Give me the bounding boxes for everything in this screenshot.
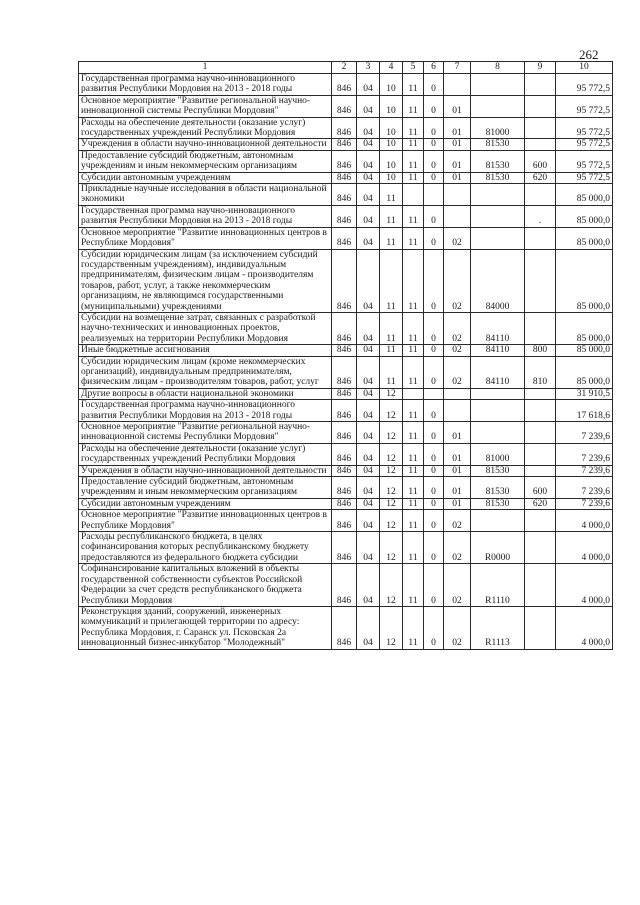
subprogram-cell: 0 [424,74,444,96]
program-cell: 11 [403,205,424,227]
expense-type-cell [525,312,556,344]
section-cell: 04 [357,95,380,117]
subsection-cell: 12 [380,477,403,499]
table-row [79,345,613,356]
subprogram-cell: 0 [424,510,444,532]
direction-cell [471,184,525,206]
program-cell: 11 [403,477,424,499]
chapter-cell: 846 [332,532,357,564]
row-name-cell: Реконструкция зданий, сооружений, инженерных коммуникаций и прилегающей территории по адресу: Республика Мордовия, г. Саранск ул. Псковская 2а инновационный бизнес-инкубатор "Молодежный" [79,606,332,649]
program-cell: 11 [403,356,424,388]
subsection-cell: 11 [380,249,403,312]
direction-cell [471,227,525,249]
row-name-cell: Предоставление субсидий бюджетным, автономным учреждениям и иным некоммерческим организациям [79,477,332,499]
column-header: 2 [332,62,357,74]
subsection-cell: 11 [380,312,403,344]
subprogram-cell: 0 [424,532,444,564]
page-number: 262 [579,47,599,62]
table-row [79,564,613,607]
chapter-cell: 846 [332,498,357,509]
row-name-cell: Субсидии автономным учреждениям [79,498,332,509]
amount-cell: 95 772,5 [556,172,613,183]
program-cell: 11 [403,139,424,150]
program-cell: 11 [403,606,424,649]
subsection-cell: 10 [380,74,403,96]
amount-cell: 4 000,0 [556,564,613,607]
chapter-cell: 846 [332,388,357,399]
section-cell: 04 [357,443,380,465]
event-cell: 01 [444,465,471,476]
direction-cell: 81530 [471,139,525,150]
row-name-cell: Учреждения в области научно-инновационной деятельности [79,139,332,150]
subprogram-cell: 0 [424,422,444,444]
subprogram-cell: 0 [424,172,444,183]
row-name-cell: Субсидии на возмещение затрат, связанных с разработкой научно-технических и инновационных проектов, реализуемых на территории Республики Мордовия [79,312,332,344]
expense-type-cell [525,564,556,607]
expense-type-cell [525,465,556,476]
program-cell [403,184,424,206]
direction-cell: 84000 [471,249,525,312]
chapter-cell: 846 [332,205,357,227]
event-cell: 01 [444,477,471,499]
direction-cell: R1110 [471,564,525,607]
table-row [79,498,613,509]
event-cell: 02 [444,227,471,249]
event-cell: 01 [444,95,471,117]
event-cell [444,388,471,399]
chapter-cell: 846 [332,139,357,150]
section-cell: 04 [357,606,380,649]
direction-cell: R1113 [471,606,525,649]
subsection-cell: 11 [380,345,403,356]
program-cell: 11 [403,312,424,344]
expense-type-cell [525,388,556,399]
program-cell: 11 [403,400,424,422]
table-row [79,443,613,465]
subsection-cell: 10 [380,95,403,117]
table-row [79,172,613,183]
chapter-cell: 846 [332,443,357,465]
row-name-cell: Субсидии автономным учреждениям [79,172,332,183]
event-cell: 02 [444,345,471,356]
section-cell: 04 [357,400,380,422]
column-header: 7 [444,62,471,74]
expense-type-cell [525,117,556,139]
direction-cell: 81530 [471,150,525,172]
column-header: 1 [79,62,332,74]
subprogram-cell: 0 [424,356,444,388]
row-name-cell: Учреждения в области научно-инновационной деятельности [79,465,332,476]
event-cell [444,74,471,96]
amount-cell: 85 000,0 [556,205,613,227]
event-cell: 02 [444,510,471,532]
column-header: 5 [403,62,424,74]
row-name-cell: Иные бюджетные ассигнования [79,345,332,356]
row-name-cell: Государственная программа научно-инновационного развития Республики Мордовия на 2013 - 2018 годы [79,205,332,227]
program-cell: 11 [403,117,424,139]
expense-type-cell [525,510,556,532]
row-name-cell: Субсидии юридическим лицам (за исключением субсидий государственным учреждениям), индивидуальным предпринимателям, физическим лицам - производителям товаров, работ, услуг, а также некоммерческим организациям, не являющимся государственными (муниципальными) учреждениями [79,249,332,312]
row-name-cell: Софинансирование капитальных вложений в объекты государственной собственности субъектов Российской Федерации за счет средств республиканского бюджета Республики Мордовия [79,564,332,607]
section-cell: 04 [357,388,380,399]
amount-cell: 31 910,5 [556,388,613,399]
expense-type-cell [525,532,556,564]
subprogram-cell: 0 [424,139,444,150]
chapter-cell: 846 [332,477,357,499]
event-cell [444,400,471,422]
section-cell: 04 [357,184,380,206]
event-cell: 01 [444,443,471,465]
table-row [79,227,613,249]
direction-cell [471,95,525,117]
amount-cell: 85 000,0 [556,184,613,206]
chapter-cell: 846 [332,400,357,422]
chapter-cell: 846 [332,227,357,249]
expense-type-cell [525,227,556,249]
expense-type-cell: 810 [525,356,556,388]
column-header: 6 [424,62,444,74]
chapter-cell: 846 [332,95,357,117]
subsection-cell: 10 [380,150,403,172]
amount-cell: 85 000,0 [556,249,613,312]
row-name-cell: Основное мероприятие "Развитие региональной научно-инновационной системы Республики Мордовия" [79,95,332,117]
section-cell: 04 [357,117,380,139]
subsection-cell: 10 [380,172,403,183]
subprogram-cell: 0 [424,564,444,607]
expense-type-cell [525,400,556,422]
program-cell: 11 [403,345,424,356]
subprogram-cell: 0 [424,95,444,117]
amount-cell: 17 618,6 [556,400,613,422]
section-cell: 04 [357,227,380,249]
row-name-cell: Государственная программа научно-инновационного развития Республики Мордовия на 2013 - 2018 годы [79,400,332,422]
event-cell: 02 [444,564,471,607]
subsection-cell: 11 [380,227,403,249]
table-row [79,74,613,96]
column-header: 8 [471,62,525,74]
table-row [79,184,613,206]
chapter-cell: 846 [332,422,357,444]
chapter-cell: 846 [332,356,357,388]
section-cell: 04 [357,150,380,172]
table-row [79,400,613,422]
expense-type-cell [525,443,556,465]
subprogram-cell: 0 [424,443,444,465]
amount-cell: 95 772,5 [556,150,613,172]
section-cell: 04 [357,172,380,183]
column-header: 10 [556,62,613,74]
row-name-cell: Основное мероприятие "Развитие инновационных центров в Республике Мордовия" [79,227,332,249]
section-cell: 04 [357,510,380,532]
direction-cell: 81000 [471,443,525,465]
expense-type-cell [525,422,556,444]
program-cell: 11 [403,465,424,476]
subsection-cell: 12 [380,564,403,607]
direction-cell [471,400,525,422]
amount-cell: 95 772,5 [556,95,613,117]
program-cell: 11 [403,172,424,183]
subprogram-cell: 0 [424,249,444,312]
subprogram-cell: 0 [424,205,444,227]
subsection-cell: 11 [380,184,403,206]
row-name-cell: Расходы республиканского бюджета, в целях софинансирования которых республиканскому бюджету предоставляются из федерального бюджета субсидии [79,532,332,564]
subsection-cell: 12 [380,400,403,422]
chapter-cell: 846 [332,564,357,607]
row-name-cell: Государственная программа научно-инновационного развития Республики Мордовия на 2013 - 2018 годы [79,74,332,96]
direction-cell [471,205,525,227]
subprogram-cell [424,388,444,399]
section-cell: 04 [357,498,380,509]
direction-cell [471,510,525,532]
chapter-cell: 846 [332,312,357,344]
section-cell: 04 [357,465,380,476]
program-cell: 11 [403,150,424,172]
event-cell: 02 [444,312,471,344]
chapter-cell: 846 [332,249,357,312]
subsection-cell: 12 [380,443,403,465]
program-cell: 11 [403,564,424,607]
direction-cell [471,388,525,399]
amount-cell: 7 239,6 [556,443,613,465]
table-header-row [79,62,613,74]
section-cell: 04 [357,532,380,564]
program-cell: 11 [403,249,424,312]
program-cell: 11 [403,95,424,117]
chapter-cell: 846 [332,606,357,649]
amount-cell: 7 239,6 [556,465,613,476]
subsection-cell: 12 [380,422,403,444]
subsection-cell: 12 [380,532,403,564]
amount-cell: 95 772,5 [556,139,613,150]
table-row [79,150,613,172]
chapter-cell: 846 [332,74,357,96]
subprogram-cell: 0 [424,400,444,422]
event-cell [444,184,471,206]
row-name-cell: Расходы на обеспечение деятельности (оказание услуг) государственных учреждений Республики Мордовия [79,443,332,465]
amount-cell: 7 239,6 [556,477,613,499]
subsection-cell: 10 [380,117,403,139]
event-cell: 01 [444,117,471,139]
table-row [79,139,613,150]
subprogram-cell: 0 [424,606,444,649]
expense-type-cell: 620 [525,172,556,183]
program-cell: 11 [403,227,424,249]
amount-cell: 7 239,6 [556,498,613,509]
direction-cell [471,422,525,444]
table-row [79,510,613,532]
subsection-cell: 12 [380,606,403,649]
section-cell: 04 [357,345,380,356]
chapter-cell: 846 [332,172,357,183]
section-cell: 04 [357,312,380,344]
expense-type-cell: 620 [525,498,556,509]
table-row [79,477,613,499]
event-cell: 01 [444,150,471,172]
column-header: 9 [525,62,556,74]
subprogram-cell: 0 [424,150,444,172]
amount-cell: 4 000,0 [556,532,613,564]
expense-type-cell: . [525,205,556,227]
amount-cell: 85 000,0 [556,312,613,344]
event-cell: 02 [444,249,471,312]
expense-type-cell [525,95,556,117]
direction-cell: 81000 [471,117,525,139]
subsection-cell: 12 [380,510,403,532]
event-cell [444,205,471,227]
event-cell: 01 [444,422,471,444]
subprogram-cell: 0 [424,477,444,499]
expense-type-cell: 600 [525,150,556,172]
table-row [79,606,613,649]
subsection-cell: 12 [380,498,403,509]
section-cell: 04 [357,564,380,607]
amount-cell: 85 000,0 [556,345,613,356]
amount-cell: 95 772,5 [556,117,613,139]
chapter-cell: 846 [332,184,357,206]
section-cell: 04 [357,477,380,499]
event-cell: 01 [444,139,471,150]
direction-cell: 81530 [471,465,525,476]
chapter-cell: 846 [332,117,357,139]
event-cell: 02 [444,532,471,564]
section-cell: 04 [357,249,380,312]
direction-cell: 84110 [471,356,525,388]
subprogram-cell: 0 [424,345,444,356]
table-row [79,532,613,564]
direction-cell [471,74,525,96]
expense-type-cell: 600 [525,477,556,499]
section-cell: 04 [357,74,380,96]
table-row [79,249,613,312]
expense-type-cell [525,249,556,312]
subprogram-cell [424,184,444,206]
expense-type-cell [525,184,556,206]
amount-cell: 85 000,0 [556,356,613,388]
section-cell: 04 [357,205,380,227]
program-cell: 11 [403,443,424,465]
column-header: 4 [380,62,403,74]
expense-type-cell: 800 [525,345,556,356]
direction-cell: R0000 [471,532,525,564]
table-row [79,117,613,139]
subsection-cell: 11 [380,356,403,388]
table-row [79,356,613,388]
amount-cell: 95 772,5 [556,74,613,96]
row-name-cell: Другие вопросы в области национальной экономики [79,388,332,399]
subprogram-cell: 0 [424,117,444,139]
amount-cell: 85 000,0 [556,227,613,249]
subsection-cell: 10 [380,139,403,150]
row-name-cell: Основное мероприятие "Развитие региональной научно-инновационной системы Республики Мордовия" [79,422,332,444]
table-row [79,465,613,476]
subsection-cell: 12 [380,388,403,399]
event-cell: 02 [444,356,471,388]
row-name-cell: Субсидии юридическим лицам (кроме некоммерческих организаций), индивидуальным предпринимателям, физическим лицам - производителям товаров, работ, услуг [79,356,332,388]
chapter-cell: 846 [332,345,357,356]
event-cell: 01 [444,498,471,509]
expense-type-cell [525,139,556,150]
program-cell: 11 [403,498,424,509]
row-name-cell: Основное мероприятие "Развитие инновационных центров в Республике Мордовия" [79,510,332,532]
table-row [79,95,613,117]
row-name-cell: Предоставление субсидий бюджетным, автономным учреждениям и иным некоммерческим организациям [79,150,332,172]
chapter-cell: 846 [332,465,357,476]
direction-cell: 81530 [471,172,525,183]
table-row [79,422,613,444]
budget-table [78,61,613,650]
table-row [79,388,613,399]
section-cell: 04 [357,422,380,444]
subprogram-cell: 0 [424,498,444,509]
program-cell: 11 [403,532,424,564]
row-name-cell: Расходы на обеспечение деятельности (оказание услуг) государственных учреждений Республики Мордовия [79,117,332,139]
direction-cell: 84110 [471,312,525,344]
amount-cell: 4 000,0 [556,510,613,532]
direction-cell: 81530 [471,498,525,509]
subprogram-cell: 0 [424,465,444,476]
direction-cell: 81530 [471,477,525,499]
program-cell: 11 [403,510,424,532]
column-header: 3 [357,62,380,74]
table-row [79,205,613,227]
table-row [79,312,613,344]
expense-type-cell [525,606,556,649]
section-cell: 04 [357,356,380,388]
amount-cell: 7 239,6 [556,422,613,444]
amount-cell: 4 000,0 [556,606,613,649]
subprogram-cell: 0 [424,227,444,249]
subsection-cell: 12 [380,465,403,476]
event-cell: 02 [444,606,471,649]
direction-cell: 84110 [471,345,525,356]
section-cell: 04 [357,139,380,150]
chapter-cell: 846 [332,150,357,172]
subprogram-cell: 0 [424,312,444,344]
row-name-cell: Прикладные научные исследования в области национальной экономики [79,184,332,206]
expense-type-cell [525,74,556,96]
program-cell [403,388,424,399]
chapter-cell: 846 [332,510,357,532]
program-cell: 11 [403,74,424,96]
event-cell: 01 [444,172,471,183]
program-cell: 11 [403,422,424,444]
subsection-cell: 11 [380,205,403,227]
